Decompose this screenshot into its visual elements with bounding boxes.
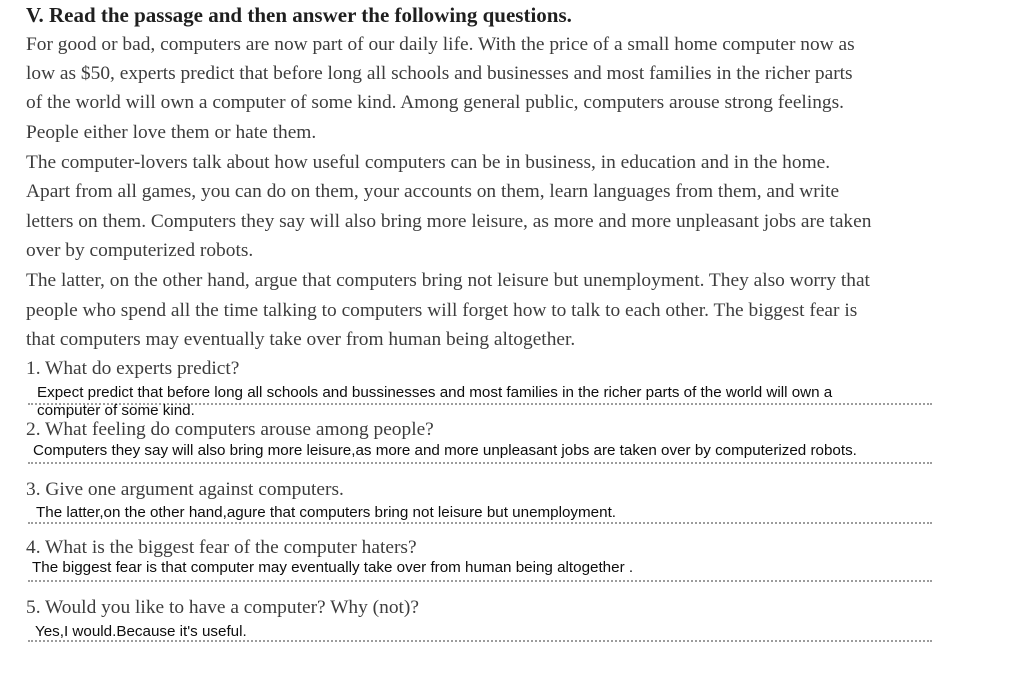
passage-line: people who spend all the time talking to computers will forget how to talk to each other. The biggest fear is — [26, 300, 858, 321]
question-text: 5. Would you like to have a computer? Why (not)? — [26, 597, 419, 618]
answer-dotted-line — [28, 580, 932, 582]
passage-line: For good or bad, computers are now part of our daily life. With the price of a small home computer now as — [26, 34, 855, 55]
answer-dotted-line — [28, 522, 932, 524]
answer-text[interactable]: Yes,I would.Because it's useful. — [35, 623, 247, 640]
answer-dotted-line — [28, 462, 932, 464]
answer-text[interactable]: The latter,on the other hand,agure that computers bring not leisure but unemployment. — [36, 504, 617, 521]
question-text: 2. What feeling do computers arouse among people? — [26, 419, 434, 440]
question-text: 3. Give one argument against computers. — [26, 479, 344, 500]
passage-line: letters on them. Computers they say will also bring more leisure, as more and more unpleasant jobs are taken — [26, 211, 872, 232]
answer-text[interactable]: The biggest fear is that computer may eventually take over from human being altogether . — [32, 559, 634, 576]
passage-line: Apart from all games, you can do on them, your accounts on them, learn languages from them, and write — [26, 181, 840, 202]
passage-line: People either love them or hate them. — [26, 122, 317, 143]
passage-line: over by computerized robots. — [26, 240, 254, 261]
passage-line: that computers may eventually take over from human being altogether. — [26, 329, 576, 350]
answer-text[interactable]: Expect predict that before long all schools and bussinesses and most families in the richer parts of the world will own a — [37, 384, 833, 401]
answer-text[interactable]: computer of some kind. — [37, 402, 195, 419]
answer-text[interactable]: Computers they say will also bring more leisure,as more and more unpleasant jobs are taken over by computerized robots. — [33, 442, 857, 459]
passage-line: low as $50, experts predict that before long all schools and businesses and most families in the richer parts — [26, 63, 853, 84]
passage-line: The computer-lovers talk about how useful computers can be in business, in education and in the home. — [26, 152, 831, 173]
section-heading: V. Read the passage and then answer the following questions. — [26, 3, 572, 27]
answer-dotted-line — [28, 640, 932, 642]
question-text: 1. What do experts predict? — [26, 358, 240, 379]
passage-line: The latter, on the other hand, argue that computers bring not leisure but unemployment. They also worry that — [26, 270, 870, 291]
passage-line: of the world will own a computer of some kind. Among general public, computers arouse strong feelings. — [26, 92, 844, 113]
question-text: 4. What is the biggest fear of the computer haters? — [26, 537, 417, 558]
